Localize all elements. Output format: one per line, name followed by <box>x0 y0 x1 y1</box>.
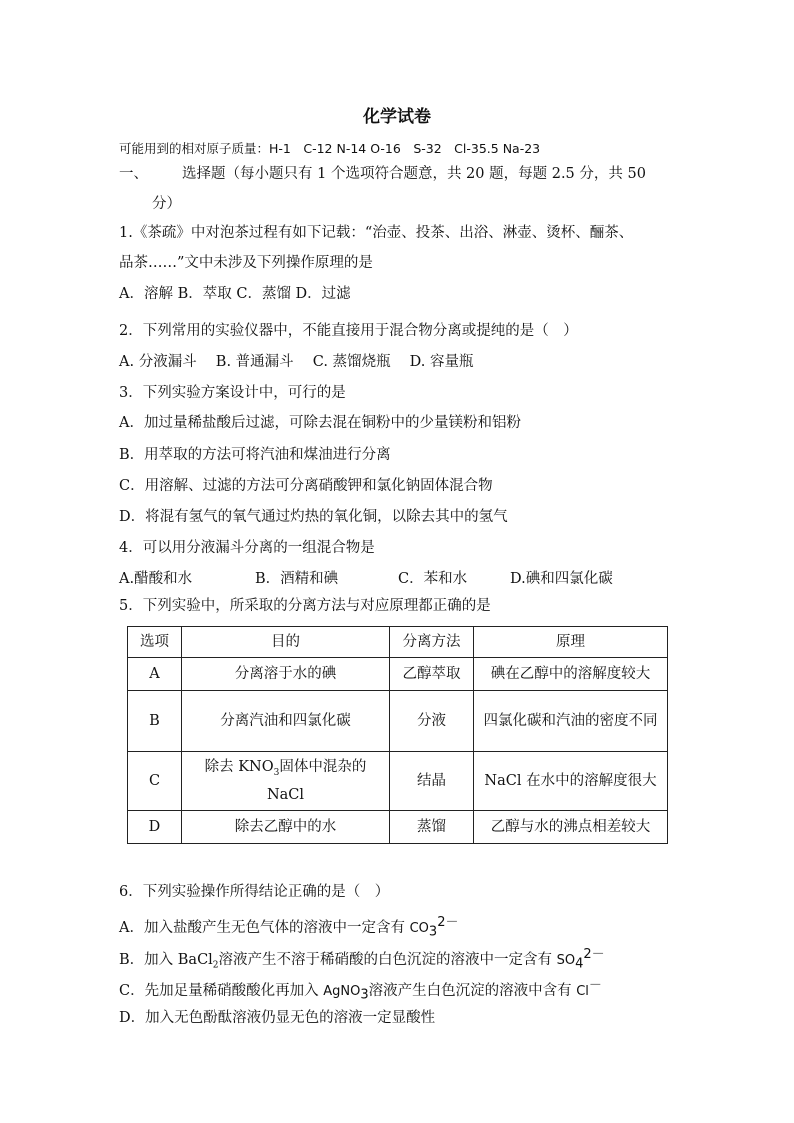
header-purpose: 目的 <box>182 627 390 658</box>
cell-method: 乙醇萃取 <box>390 658 474 691</box>
table-row <box>128 658 668 691</box>
page-title: 化学试卷 <box>363 107 431 127</box>
q3-option-b: B．用萃取的方法可将汽油和煤油进行分离 <box>119 447 391 463</box>
q2-options: A. 分液漏斗 B. 普通漏斗 C. 蒸馏烧瓶 D. 容量瓶 <box>119 354 474 370</box>
section-1-text: 选择题（每小题只有 1 个选项符合题意，共 20 题，每题 2.5 分，共 50 <box>182 166 646 182</box>
cell-option: D <box>128 811 182 844</box>
cell-option: C <box>128 752 182 811</box>
q5-table <box>127 626 668 844</box>
q1-options: A．溶解 B．萃取 C．蒸馏 D．过滤 <box>119 286 351 302</box>
cell-principle: NaCl 在水中的溶解度很大 <box>474 752 668 811</box>
q6-option-a: A．加入盐酸产生无色气体的溶液中一定含有 $CO_3^{2-}$ <box>119 915 459 940</box>
cell-method: 蒸馏 <box>390 811 474 844</box>
q6-option-b: B．加入 BaCl$_2$溶液产生不溶于稀硝酸的白色沉淀的溶液中一定含有 $SO_4^{2-}$ <box>119 947 605 972</box>
cell-option: A <box>128 658 182 691</box>
cell-purpose: 除去乙醇中的水 <box>182 811 390 844</box>
q3-option-c: C．用溶解、过滤的方法可分离硝酸钾和氯化钠固体混合物 <box>119 478 493 494</box>
cell-option: B <box>128 691 182 752</box>
header-principle: 原理 <box>474 627 668 658</box>
section-1-prefix: 一、 <box>119 166 148 182</box>
cell-method: 结晶 <box>390 752 474 811</box>
table-header-row <box>128 627 668 658</box>
header-option: 选项 <box>128 627 182 658</box>
table-row <box>128 811 668 844</box>
cell-purpose: 分离汽油和四氯化碳 <box>182 691 390 752</box>
q4-stem: 4．可以用分液漏斗分离的一组混合物是 <box>119 540 375 556</box>
atomic-masses: 可能用到的相对原子质量：H-1 C-12 N-14 O-16 S-32 Cl-35.5 Na-23 <box>119 141 541 156</box>
q1-stem-line1: 1.《茶疏》中对泡茶过程有如下记载：“治壶、投茶、出浴、淋壶、烫杯、酾茶、 <box>119 225 634 241</box>
cell-principle: 乙醇与水的沸点相差较大 <box>474 811 668 844</box>
q3-option-a: A．加过量稀盐酸后过滤，可除去混在铜粉中的少量镁粉和铝粉 <box>119 415 521 431</box>
q3-option-d: D．将混有氢气的氧气通过灼热的氧化铜，以除去其中的氢气 <box>119 509 508 525</box>
table-row <box>128 691 668 752</box>
section-1-text-cont: 分） <box>152 196 181 212</box>
q4-option-a: A.醋酸和水 <box>119 571 193 587</box>
cell-method: 分液 <box>390 691 474 752</box>
q3-stem: 3．下列实验方案设计中，可行的是 <box>119 385 346 401</box>
q4-option-c: C．苯和水 <box>398 571 468 587</box>
header-method: 分离方法 <box>390 627 474 658</box>
q6-option-c: C．先加足量稀硝酸酸化再加入 AgNO$_3$溶液产生白色沉淀的溶液中含有 Cl－ <box>119 978 602 1003</box>
cell-principle: 四氯化碳和汽油的密度不同 <box>474 691 668 752</box>
q2-stem: 2．下列常用的实验仪器中，不能直接用于混合物分离或提纯的是（ ） <box>119 323 578 339</box>
cell-purpose: 分离溶于水的碘 <box>182 658 390 691</box>
q1-stem-line2: 品茶……”文中未涉及下列操作原理的是 <box>119 255 373 271</box>
q6-stem: 6．下列实验操作所得结论正确的是（ ） <box>119 884 390 900</box>
cell-purpose: 除去 $KNO_3$固体中混杂的 NaCl <box>182 752 390 811</box>
table-row <box>128 752 668 811</box>
cell-principle: 碘在乙醇中的溶解度较大 <box>474 658 668 691</box>
q4-option-d: D.碘和四氯化碳 <box>510 571 613 587</box>
q4-option-b: B．酒精和碘 <box>255 571 339 587</box>
q5-stem: 5．下列实验中，所采取的分离方法与对应原理都正确的是 <box>119 598 491 614</box>
section-1-heading <box>119 164 646 184</box>
q6-option-d: D．加入无色酚酞溶液仍显无色的溶液一定显酸性 <box>119 1010 436 1026</box>
